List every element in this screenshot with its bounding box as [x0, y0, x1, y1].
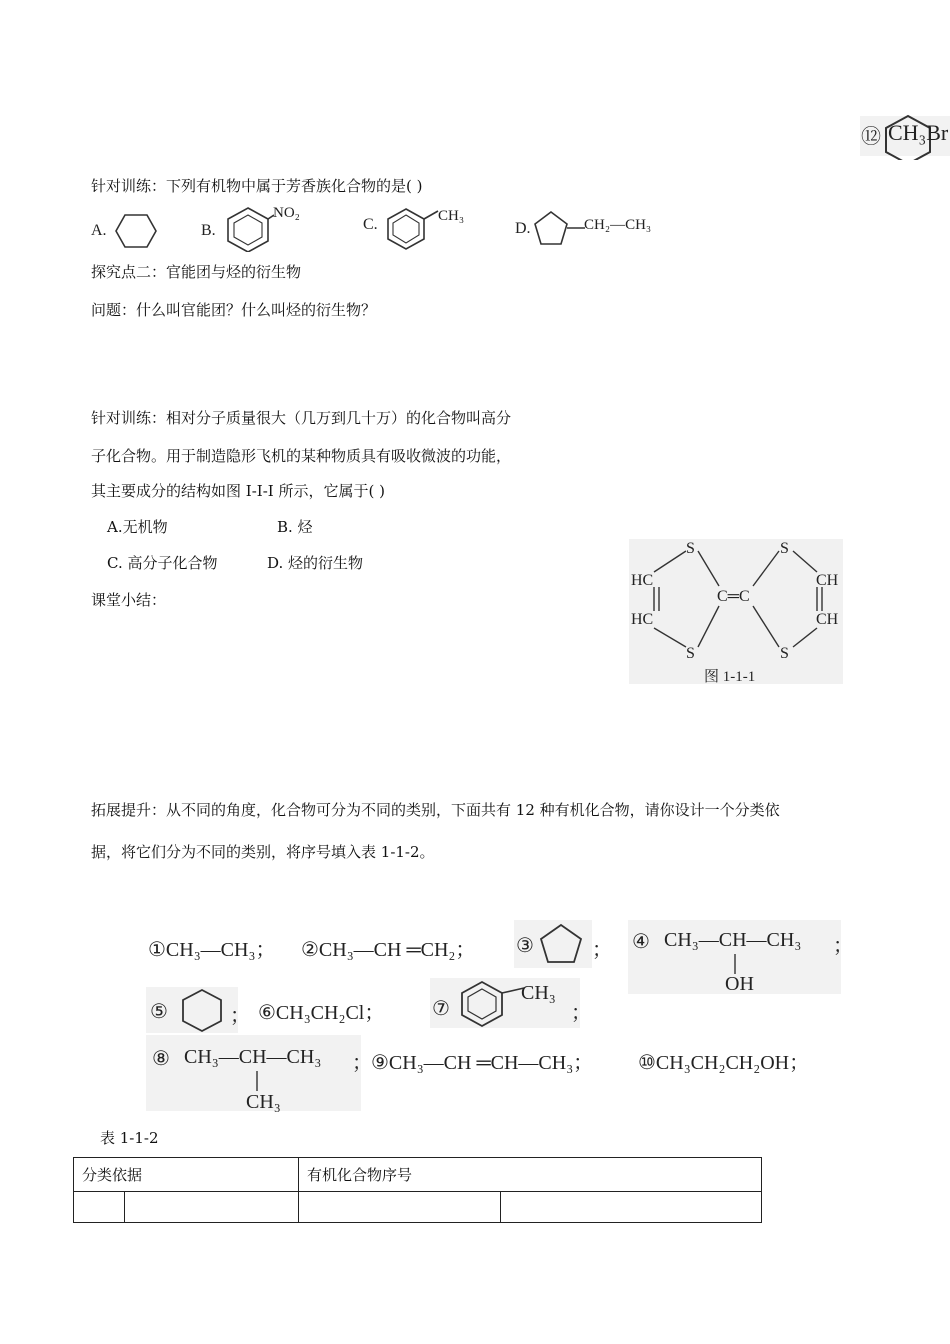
figure-atom-hc-bottom: HC: [631, 611, 654, 628]
toluene-structure: [384, 204, 440, 250]
table-cell[interactable]: [501, 1192, 762, 1223]
exercise2-option-a: A.无机物: [107, 518, 168, 536]
tetrathiafulvalene-structure: [629, 539, 843, 684]
compound-10: ⑩CH₃CH₂CH₂OH；: [638, 1052, 810, 1074]
figure-atom-s-bottom-right: S: [780, 645, 789, 662]
compound-6: ⑥CH₃CH₂Cl；: [258, 1002, 385, 1024]
nitrobenzene-structure: [224, 204, 274, 252]
option-a-label: A.: [91, 222, 107, 239]
compound-9: ⑨CH₃—CH ═CH—CH₃；: [371, 1052, 594, 1074]
exercise2-option-d: D. 烃的衍生物: [267, 554, 364, 572]
compound-7-group: CH₃: [521, 982, 556, 1004]
compound-2: ②CH₃—CH ═CH₂；: [301, 939, 476, 961]
table-cell[interactable]: [125, 1192, 299, 1223]
table-row: [74, 1192, 762, 1223]
summary-label: 课堂小结：: [91, 591, 167, 609]
compound-4-label: ④: [632, 931, 650, 953]
table-cell[interactable]: [74, 1192, 125, 1223]
toluene-compound-7: [458, 978, 530, 1028]
exercise1-question: 针对训练：下列有机物中属于芳香族化合物的是( ): [91, 177, 423, 195]
compound-4-sep: ；: [833, 935, 853, 957]
figure-1-1-1: [629, 539, 843, 684]
exercise2-line3: 其主要成分的结构如图 I-I-I 所示，它属于( ): [91, 482, 385, 500]
top-compound-formula: CH₃Br: [888, 120, 949, 145]
option-b-label: B.: [201, 222, 216, 239]
cyclopentane-structure: [538, 922, 584, 966]
compound-7-label: ⑦: [432, 998, 450, 1020]
cyclohexane-structure: [114, 212, 158, 250]
compound-8-label: ⑧: [152, 1048, 170, 1070]
section2-question: 问题：什么叫官能团？什么叫烃的衍生物？: [91, 301, 377, 319]
figure-atom-s-top-left: S: [686, 540, 695, 557]
ethylcyclopentane-structure: [531, 208, 587, 248]
classification-table: [73, 1157, 762, 1223]
compound-4-main: CH₃—CH—CH₃: [664, 929, 802, 951]
table-caption: 表 1-1-2: [100, 1129, 159, 1147]
table-cell[interactable]: [299, 1192, 501, 1223]
exercise2-option-c: C. 高分子化合物: [107, 554, 218, 572]
figure-atom-ch-top: CH: [816, 572, 839, 589]
compound-3-sep: ；: [592, 939, 612, 961]
figure-caption: 图 1-1-1: [704, 669, 756, 684]
cyclohexane-compound-5: [179, 987, 225, 1033]
compound-4-sub: OH: [725, 973, 754, 995]
table-header-basis: 分类依据: [74, 1158, 299, 1192]
figure-atom-s-bottom-left: S: [686, 645, 695, 662]
option-c-label: C.: [363, 216, 378, 233]
option-c-group: CH₃: [438, 208, 465, 224]
compound-5-sep: ；: [230, 1005, 250, 1027]
option-b-group: NO₂: [273, 205, 300, 221]
figure-atom-ch-bottom: CH: [816, 611, 839, 628]
compound-3-label: ③: [516, 935, 534, 957]
exercise2-line2: 子化合物。用于制造隐形飞机的某种物质具有吸收微波的功能，: [91, 447, 512, 465]
option-d-label: D.: [515, 220, 531, 237]
compound-8-main: CH₃—CH—CH₃: [184, 1046, 322, 1068]
compound-7-sep: ；: [571, 1002, 591, 1024]
compound-8-sub: CH₃: [246, 1091, 281, 1113]
table-header-numbers: 有机化合物序号: [299, 1158, 762, 1192]
option-d-group: CH₂—CH₃: [584, 217, 652, 233]
extension-line2: 据，将它们分为不同的类别，将序号填入表 1-1-2。: [91, 843, 435, 861]
section2-heading: 探究点二：官能团与烃的衍生物: [91, 263, 302, 281]
figure-center-bond: C═C: [717, 588, 750, 605]
compound-5-label: ⑤: [150, 1001, 168, 1023]
figure-atom-s-top-right: S: [780, 540, 789, 557]
compound-1: ①CH₃—CH₃；: [148, 939, 276, 961]
exercise2-line1: 针对训练：相对分子质量很大（几万到几十万）的化合物叫高分: [91, 409, 512, 427]
compound-8-sep: ；: [352, 1052, 372, 1074]
table-header-row: [74, 1158, 762, 1192]
top-compound-number: ⑫: [861, 126, 881, 148]
figure-atom-hc-top: HC: [631, 572, 654, 589]
extension-line1: 拓展提升：从不同的角度，化合物可分为不同的类别，下面共有 12 种有机化合物，请你设计一个分类依: [91, 801, 780, 819]
compound-8-bond: [255, 1071, 259, 1093]
exercise2-option-b: B. 烃: [277, 518, 313, 536]
